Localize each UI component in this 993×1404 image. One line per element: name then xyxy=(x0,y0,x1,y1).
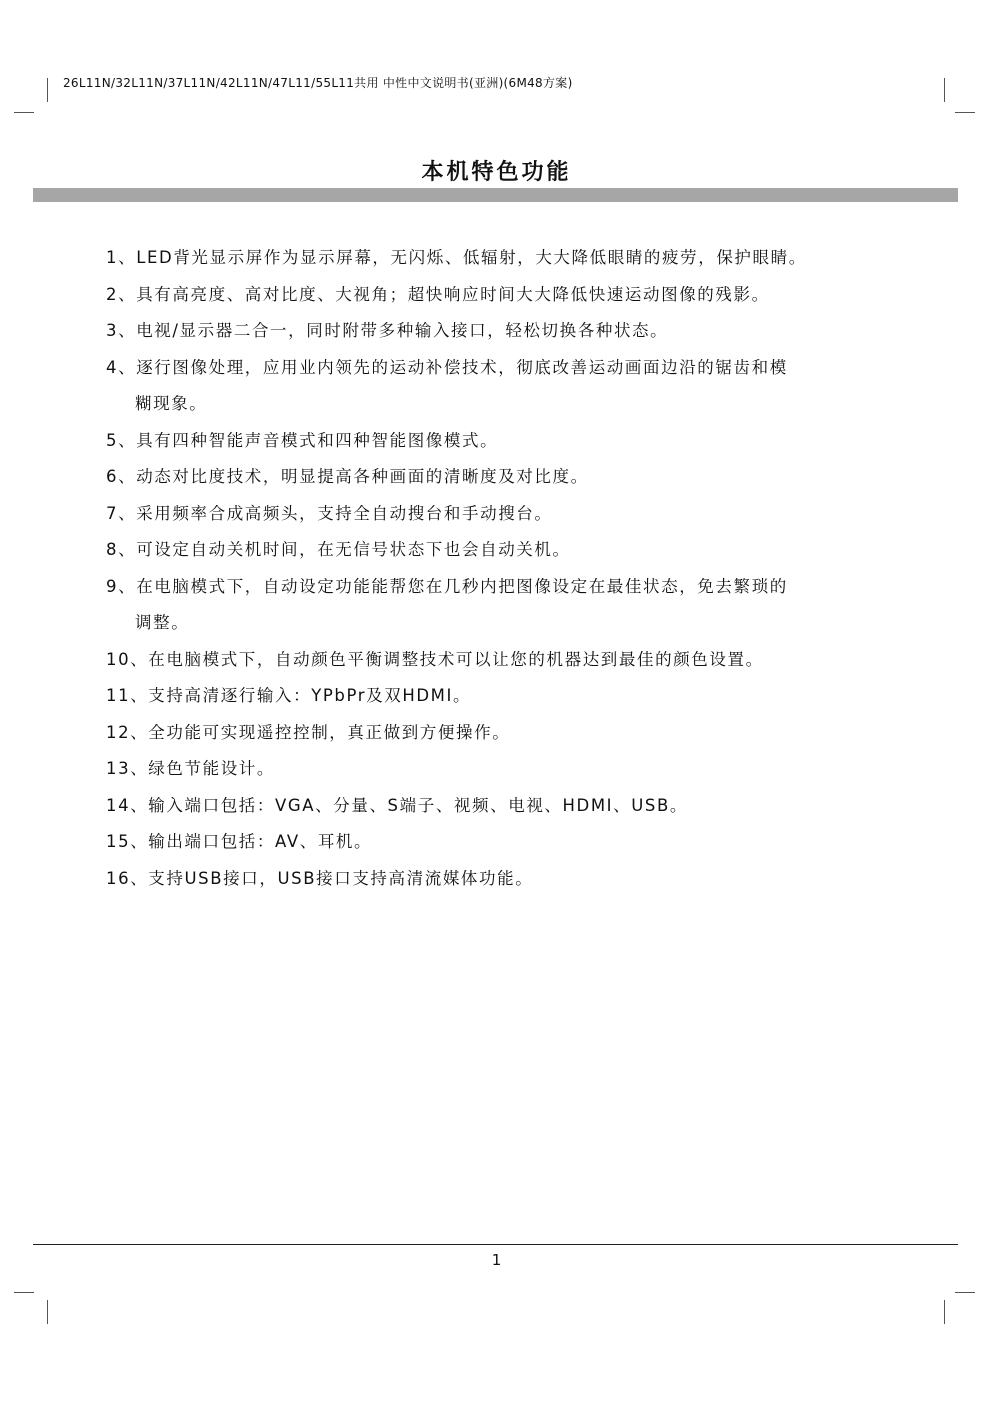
crop-mark-top-right xyxy=(944,78,945,102)
feature-item xyxy=(106,642,896,679)
feature-text: 14、输入端口包括：VGA、分量、S端子、视频、电视、HDMI、USB。 xyxy=(106,795,689,815)
feature-text: 9、在电脑模式下，自动设定功能能帮您在几秒内把图像设定在最佳状态，免去繁琐的 xyxy=(106,576,788,596)
footer-divider xyxy=(33,1244,958,1245)
feature-text: 1、LED背光显示屏作为显示屏幕，无闪烁、低辐射，大大降低眼睛的疲劳，保护眼睛。 xyxy=(106,248,807,267)
feature-item xyxy=(106,824,896,861)
feature-text: 12、全功能可实现遥控控制，真正做到方便操作。 xyxy=(106,722,511,742)
feature-text: 11、支持高清逐行输入：YPbPr及双HDMI。 xyxy=(106,686,472,705)
feature-text: 13、绿色节能设计。 xyxy=(106,759,275,778)
feature-text: 6、动态对比度技术，明显提高各种画面的清晰度及对比度。 xyxy=(106,467,589,486)
page-number: 1 xyxy=(491,1251,502,1269)
feature-text: 2、具有高亮度、高对比度、大视角；超快响应时间大大降低快速运动图像的残影。 xyxy=(106,284,770,304)
feature-text: 3、电视/显示器二合一，同时附带多种输入接口，轻松切换各种状态。 xyxy=(106,321,669,340)
crop-mark-bottom-left xyxy=(47,1300,48,1324)
feature-item xyxy=(106,678,896,715)
feature-item xyxy=(106,788,896,825)
feature-item xyxy=(106,350,896,423)
feature-item xyxy=(106,751,896,788)
crop-mark-bottom-right-h xyxy=(955,1292,975,1293)
feature-item xyxy=(106,532,896,569)
crop-mark-top-right-h xyxy=(955,112,975,113)
feature-text: 4、逐行图像处理，应用业内领先的运动补偿技术，彻底改善运动画面边沿的锯齿和模 xyxy=(106,357,788,377)
feature-item xyxy=(106,569,896,642)
feature-text: 16、支持USB接口，USB接口支持高清流媒体功能。 xyxy=(106,868,534,888)
crop-mark-top-left-h xyxy=(14,112,34,113)
feature-item xyxy=(106,277,896,314)
feature-list xyxy=(106,240,896,897)
feature-item xyxy=(106,240,896,277)
feature-text: 5、具有四种智能声音模式和四种智能图像模式。 xyxy=(106,430,499,450)
feature-item xyxy=(106,313,896,350)
feature-item xyxy=(106,861,896,898)
crop-mark-bottom-left-h xyxy=(14,1292,34,1293)
page-title: 本机特色功能 xyxy=(421,160,572,185)
title-bar xyxy=(33,188,958,202)
feature-text: 7、采用频率合成高频头，支持全自动搜台和手动搜台。 xyxy=(106,503,553,523)
feature-item xyxy=(106,496,896,533)
feature-item xyxy=(106,423,896,460)
feature-text: 15、输出端口包括：AV、耳机。 xyxy=(106,832,373,851)
feature-text-continued: 调整。 xyxy=(135,613,190,632)
feature-text-continued: 糊现象。 xyxy=(135,394,208,413)
feature-item xyxy=(106,715,896,752)
feature-text: 8、可设定自动关机时间，在无信号状态下也会自动关机。 xyxy=(106,540,571,559)
crop-mark-bottom-right xyxy=(944,1300,945,1324)
feature-text: 10、在电脑模式下，自动颜色平衡调整技术可以让您的机器达到最佳的颜色设置。 xyxy=(106,649,764,669)
feature-item xyxy=(106,459,896,496)
header-model-text: 26L11N/32L11N/37L11N/42L11N/47L11/55L11共用 中性中文说明书(亚洲)(6M48方案) xyxy=(63,76,573,90)
crop-mark-top-left xyxy=(47,78,48,102)
